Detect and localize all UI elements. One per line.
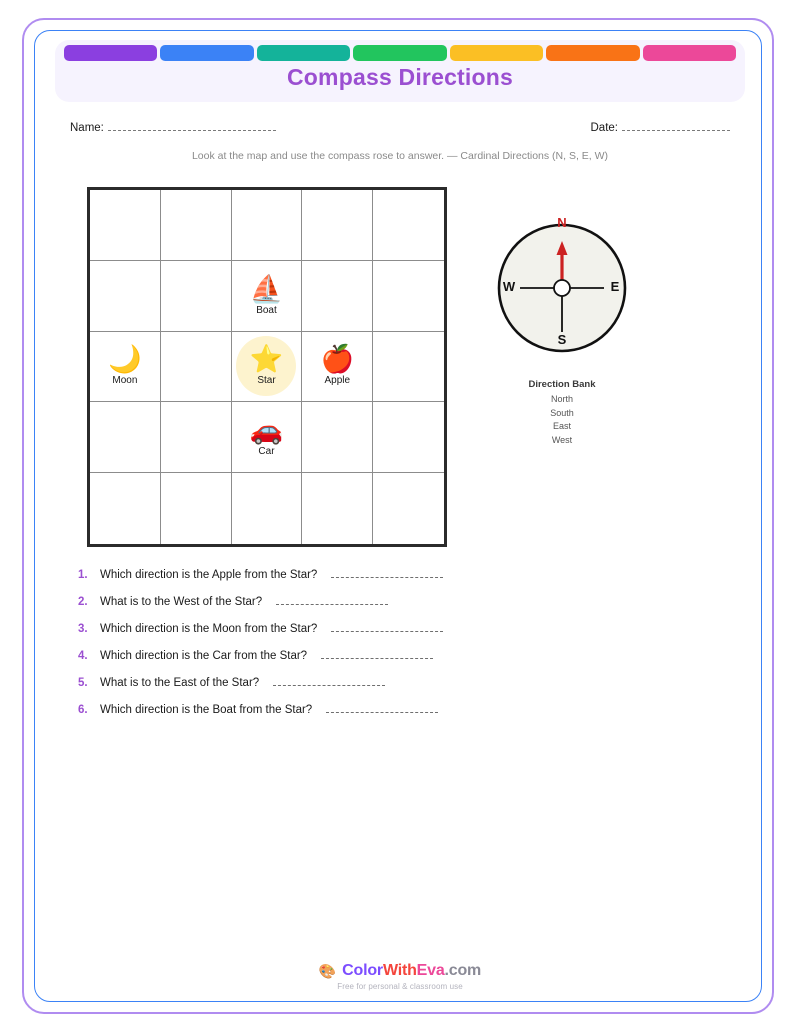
question-row <box>78 566 638 593</box>
map-cell-r5c1[interactable] <box>90 473 161 544</box>
color-chip-green <box>353 45 446 61</box>
map-cell-r3c2[interactable] <box>161 332 232 403</box>
answer-blank[interactable] <box>326 701 438 713</box>
map-cell-r1c2[interactable] <box>161 190 232 261</box>
page-title: Compass Directions <box>287 64 513 90</box>
apple-icon: 🍎 <box>320 344 355 375</box>
map-cell-r2c4[interactable] <box>302 261 373 332</box>
date-label: Date: <box>590 122 618 134</box>
map-cell-r5c3[interactable] <box>232 473 303 544</box>
direction-bank <box>492 379 632 447</box>
brand-color-text: Color <box>342 962 383 979</box>
color-chip-teal <box>257 45 350 61</box>
question-row <box>78 701 638 728</box>
compass-label-south: S <box>557 332 567 347</box>
footer <box>0 962 800 991</box>
brand-with-text: With <box>382 962 417 979</box>
map-cell-label: Star <box>257 375 276 387</box>
name-input[interactable] <box>108 119 276 131</box>
direction-bank-item: South <box>550 407 574 418</box>
color-chip-pink <box>643 45 736 61</box>
direction-bank-item: North <box>550 394 573 404</box>
map-cell-r4c5[interactable] <box>373 402 444 473</box>
map-cell-car[interactable] <box>232 402 303 473</box>
direction-bank-item: West <box>551 434 573 445</box>
car-icon: 🚗 <box>249 415 284 446</box>
question-row <box>78 620 638 647</box>
map-cell-label: Apple <box>324 375 351 387</box>
map-cell-moon[interactable] <box>90 332 161 403</box>
map-cell-label: Moon <box>112 375 138 387</box>
map-cell-r5c4[interactable] <box>302 473 373 544</box>
question-text: What is to the East of the Star? <box>100 677 260 689</box>
color-chip-amber <box>450 45 543 61</box>
map-cell-label: Boat <box>256 304 277 316</box>
questions-list <box>78 566 638 728</box>
question-text: Which direction is the Moon from the Star? <box>100 623 318 635</box>
map-cell-r4c1[interactable] <box>90 402 161 473</box>
map-cell-r2c1[interactable] <box>90 261 161 332</box>
map-cell-boat[interactable] <box>232 261 303 332</box>
moon-icon: 🌙 <box>108 344 142 375</box>
question-row <box>78 674 638 701</box>
answer-blank[interactable] <box>276 593 388 605</box>
map-cell-r1c5[interactable] <box>373 190 444 261</box>
question-text: What is to the West of the Star? <box>100 596 263 608</box>
map-cell-r4c2[interactable] <box>161 402 232 473</box>
color-chip-orange <box>546 45 639 61</box>
question-text: Which direction is the Boat from the Star? <box>100 704 313 716</box>
color-chip-purple <box>64 45 157 61</box>
color-strip <box>64 45 736 61</box>
instructions-text: Look at the map and use the compass rose to answer. — Cardinal Directions (N, S, E, W) <box>191 150 609 162</box>
compass-label-north: N <box>557 215 567 230</box>
star-icon: ⭐ <box>249 344 284 375</box>
map-cell-apple[interactable] <box>302 332 373 403</box>
question-number: 2. <box>78 596 88 608</box>
palette-icon: 🎨 <box>318 962 337 979</box>
question-text: Which direction is the Car from the Star? <box>100 650 308 662</box>
direction-bank-title: Direction Bank <box>528 379 596 390</box>
map-cell-r1c3[interactable] <box>232 190 303 261</box>
compass-label-west: W <box>502 279 516 294</box>
date-field-group <box>591 119 731 134</box>
map-cell-r2c2[interactable] <box>161 261 232 332</box>
compass-label-east: E <box>610 279 620 294</box>
question-number: 6. <box>78 704 88 716</box>
map-cell-r4c4[interactable] <box>302 402 373 473</box>
name-field-group <box>70 119 276 134</box>
question-row <box>78 593 638 620</box>
date-input[interactable] <box>622 119 730 131</box>
map-cell-label: Car <box>258 446 275 458</box>
map-cell-r2c5[interactable] <box>373 261 444 332</box>
map-cell-star[interactable] <box>232 332 303 403</box>
question-number: 3. <box>78 623 88 635</box>
map-grid <box>87 187 447 547</box>
brand-logo[interactable] <box>319 962 481 980</box>
map-cell-r1c4[interactable] <box>302 190 373 261</box>
map-cell-r5c2[interactable] <box>161 473 232 544</box>
question-number: 5. <box>78 677 88 689</box>
map-cell-r1c1[interactable] <box>90 190 161 261</box>
brand-eva-text: Eva <box>416 962 445 979</box>
question-row <box>78 647 638 674</box>
compass-rose <box>496 215 628 354</box>
map-cell-r5c5[interactable] <box>373 473 444 544</box>
question-number: 4. <box>78 650 88 662</box>
header-panel <box>55 40 745 102</box>
direction-bank-item: East <box>552 421 571 431</box>
answer-blank[interactable] <box>321 647 433 659</box>
name-label: Name: <box>70 122 104 134</box>
brand-com-text: .com <box>444 962 482 979</box>
footer-tagline: Free for personal & classroom use <box>337 981 463 991</box>
color-chip-blue <box>160 45 253 61</box>
boat-icon: ⛵ <box>249 273 284 304</box>
direction-bank-list <box>492 393 632 447</box>
question-number: 1. <box>78 569 88 581</box>
name-date-row <box>70 119 730 139</box>
answer-blank[interactable] <box>331 566 443 578</box>
map-cell-r3c5[interactable] <box>373 332 444 403</box>
question-text: Which direction is the Apple from the Star? <box>100 569 318 581</box>
answer-blank[interactable] <box>273 674 385 686</box>
answer-blank[interactable] <box>331 620 443 632</box>
